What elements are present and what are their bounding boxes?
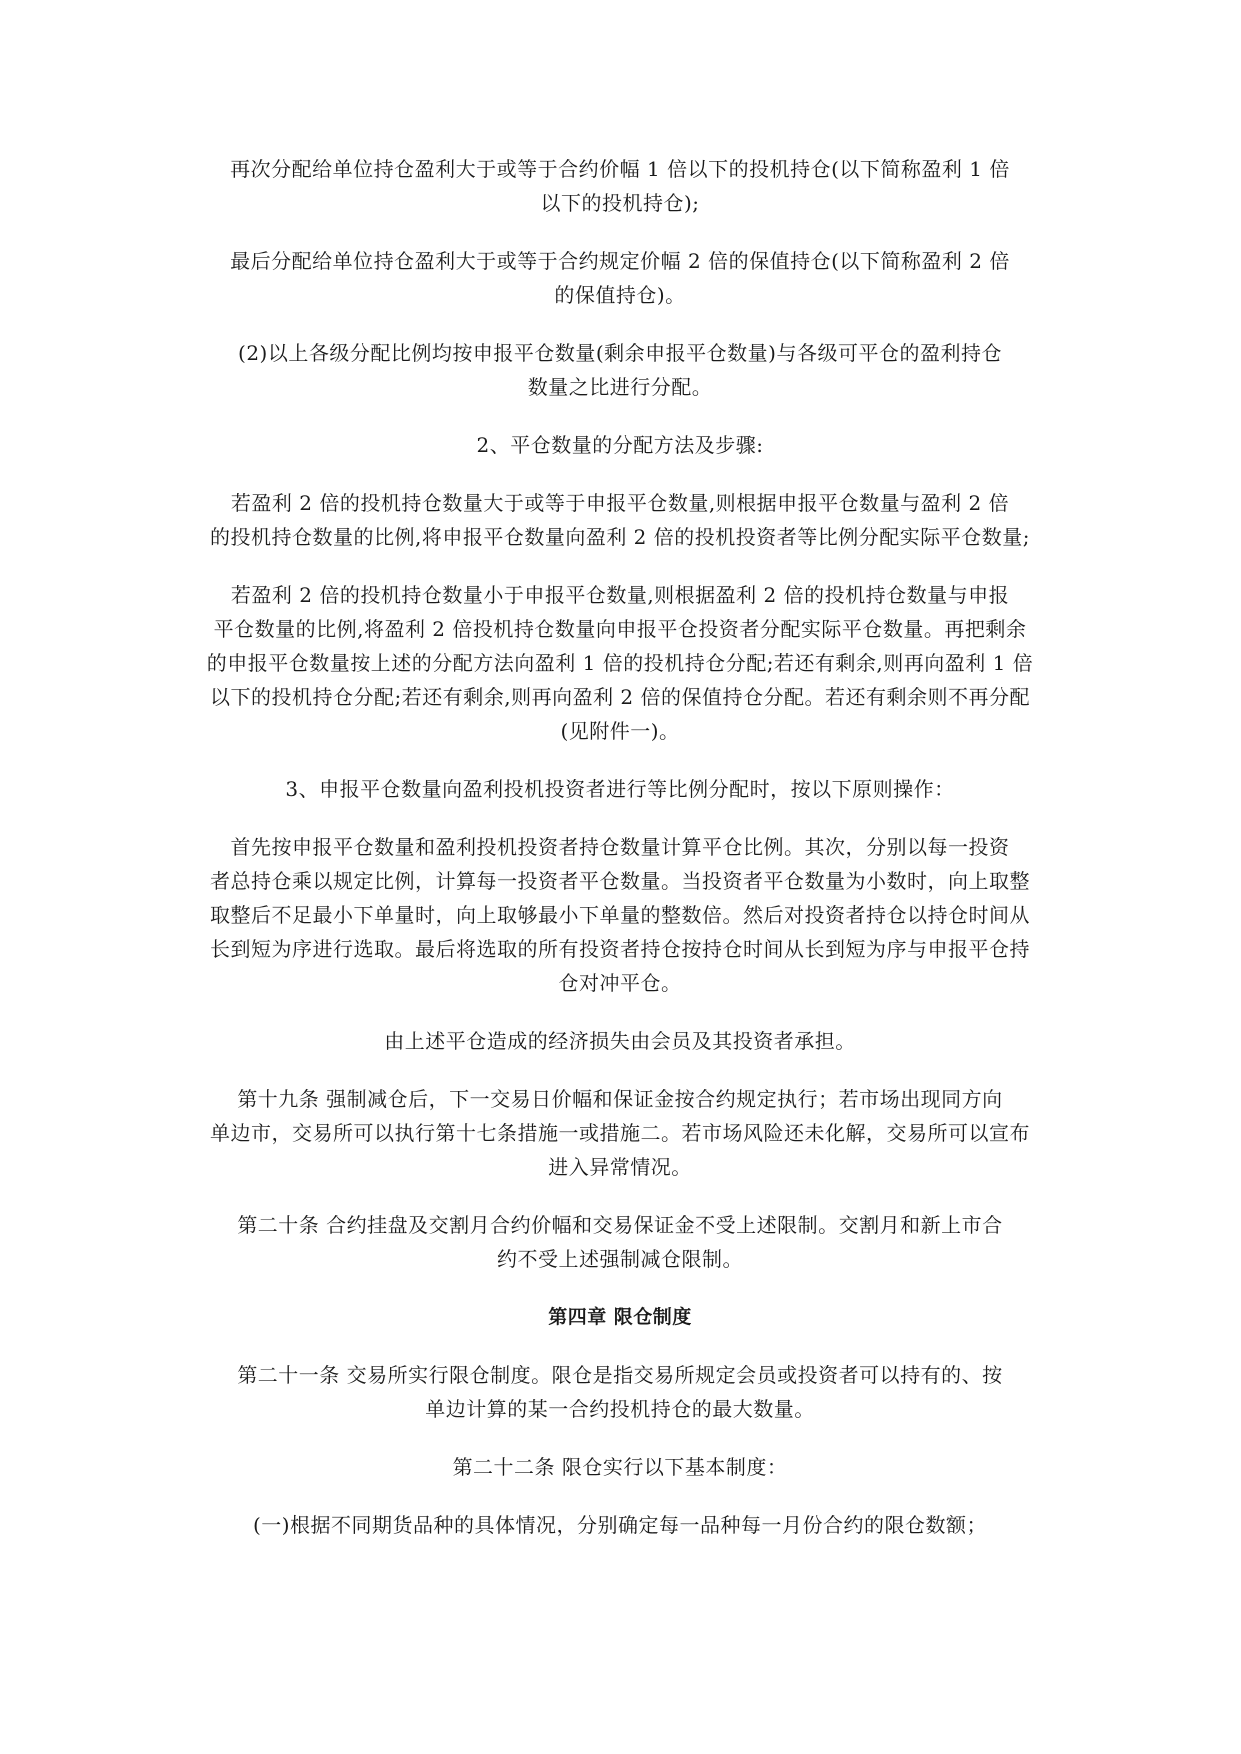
text-line: (一)根据不同期货品种的具体情况，分别确定每一品种每一月份合约的限仓数额； (252, 1513, 988, 1537)
text-line: 再次分配给单位持仓盈利大于或等于合约价幅 1 倍以下的投机持仓(以下简称盈利 1 倍 (230, 157, 1010, 181)
text-line: 第十九条 强制减仓后，下一交易日价幅和保证金按合约规定执行；若市场出现同方向 (237, 1087, 1003, 1111)
paragraph (185, 244, 1055, 312)
text-line: 取整后不足最小下单量时，向上取够最小下单量的整数倍。然后对投资者持仓以持仓时间从 (210, 903, 1030, 927)
paragraph (185, 830, 1055, 1000)
text-line: 仓对冲平仓。 (558, 971, 682, 995)
chapter-heading (185, 1300, 1055, 1334)
paragraph (185, 1508, 1055, 1542)
paragraph (185, 1082, 1055, 1184)
text-line: 约不受上述强制减仓限制。 (497, 1247, 743, 1271)
text-line: 的保值持仓)。 (554, 283, 686, 307)
paragraph (185, 772, 1055, 806)
text-line: 数量之比进行分配。 (527, 375, 713, 399)
text-line: 由上述平仓造成的经济损失由会员及其投资者承担。 (384, 1029, 856, 1053)
text-line: 单边市，交易所可以执行第十七条措施一或措施二。若市场风险还未化解，交易所可以宣布 (210, 1121, 1030, 1145)
paragraph (185, 486, 1055, 554)
paragraph (185, 1450, 1055, 1484)
paragraph (185, 578, 1055, 748)
text-line: 以下的投机持仓); (540, 191, 700, 215)
text-line: 者总持仓乘以规定比例，计算每一投资者平仓数量。当投资者平仓数量为小数时，向上取整 (210, 869, 1030, 893)
document-page (185, 152, 1055, 1542)
text-line: 平仓数量的比例,将盈利 2 倍投机持仓数量向申报平仓投资者分配实际平仓数量。再把剩余 (213, 617, 1027, 641)
text-line: 2、平仓数量的分配方法及步骤: (476, 433, 764, 457)
paragraph (185, 1024, 1055, 1058)
text-line: 若盈利 2 倍的投机持仓数量大于或等于申报平仓数量,则根据申报平仓数量与盈利 2 倍 (230, 491, 1010, 515)
paragraph (185, 336, 1055, 404)
text-line: 进入异常情况。 (548, 1155, 692, 1179)
text-line: 第二十一条 交易所实行限仓制度。限仓是指交易所规定会员或投资者可以持有的、按 (237, 1363, 1003, 1387)
text-line: 若盈利 2 倍的投机持仓数量小于申报平仓数量,则根据盈利 2 倍的投机持仓数量与申报 (230, 583, 1010, 607)
paragraph (185, 428, 1055, 462)
paragraph (185, 1358, 1055, 1426)
text-line: 第四章 限仓制度 (548, 1306, 692, 1328)
text-line: 第二十条 合约挂盘及交割月合约价幅和交易保证金不受上述限制。交割月和新上市合 (237, 1213, 1003, 1237)
text-line: (2)以上各级分配比例均按申报平仓数量(剩余申报平仓数量)与各级可平仓的盈利持仓 (238, 341, 1002, 365)
text-line: 第二十二条 限仓实行以下基本制度： (452, 1455, 788, 1479)
text-line: 3、申报平仓数量向盈利投机投资者进行等比例分配时，按以下原则操作： (285, 777, 955, 801)
paragraph (185, 152, 1055, 220)
text-line: 的申报平仓数量按上述的分配方法向盈利 1 倍的投机持仓分配;若还有剩余,则再向盈利 1 倍 (206, 651, 1034, 675)
text-line: 的投机持仓数量的比例,将申报平仓数量向盈利 2 倍的投机投资者等比例分配实际平仓数量; (209, 525, 1031, 549)
text-line: 长到短为序进行选取。最后将选取的所有投资者持仓按持仓时间从长到短为序与申报平仓持 (210, 937, 1030, 961)
text-line: 最后分配给单位持仓盈利大于或等于合约规定价幅 2 倍的保值持仓(以下简称盈利 2 倍 (230, 249, 1010, 273)
text-line: 单边计算的某一合约投机持仓的最大数量。 (425, 1397, 815, 1421)
text-line: 首先按申报平仓数量和盈利投机投资者持仓数量计算平仓比例。其次，分别以每一投资 (230, 835, 1010, 859)
text-line: 以下的投机持仓分配;若还有剩余,则再向盈利 2 倍的保值持仓分配。若还有剩余则不再分配 (209, 685, 1031, 709)
paragraph (185, 1208, 1055, 1276)
text-line: (见附件一)。 (560, 719, 680, 743)
